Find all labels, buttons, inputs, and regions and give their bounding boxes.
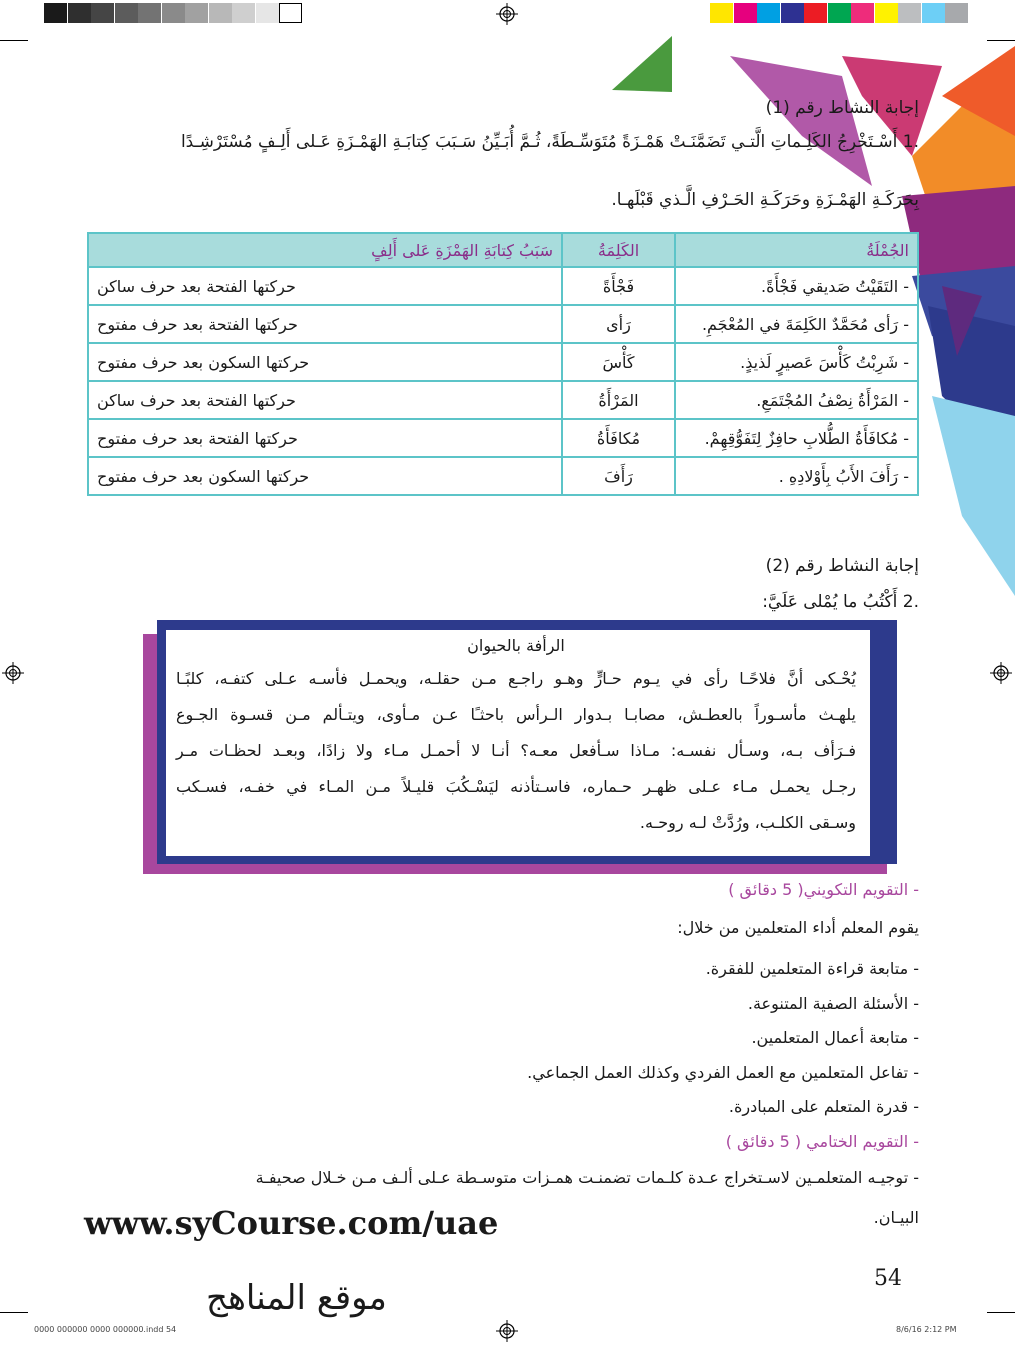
site-name-logo: موقع المناهج [206, 1278, 387, 1318]
table-row [88, 343, 918, 381]
header-sentence: الجُمْلَةُ [675, 233, 918, 267]
registration-mark-icon [2, 662, 24, 684]
color-swatch [734, 3, 757, 23]
formative-item: - تفاعل المتعلمين مع العمل الفردي وكذلك العمل الجماعي. [527, 1062, 919, 1082]
activity1-instruction-cont: بِحَرَكَـةِ الهَمْـزَةِ وحَرَكَـةِ الحَـرْفِ الَّـذي قَبْلَهـا. [611, 190, 919, 210]
reason-cell: حركتها الفتحة بعد حرف ساكن [88, 267, 562, 305]
word-cell: كَأْسَ [562, 343, 675, 381]
dictation-line: رجـل يحمـل مـاء عـلى ظهـر حـماره، فاسـتأذنه ليَسْـكُبَ قليـلاً مـن المـاء في خفـه، فسـكب [176, 777, 856, 796]
word-cell: فَجْأَةً [562, 267, 675, 305]
color-swatch [898, 3, 921, 23]
color-swatch [804, 3, 827, 23]
dictation-line: يُحْـكى أنَّ فلاحًـا رأى في يـوم حـارٍّ وهـو راجـع مـن حقلـه، ويحمـل فأسـه عـلى كتفـه، كلبًـا [176, 669, 856, 688]
closing-title: - التقويم الختامي ( 5 دقائق ) [725, 1132, 919, 1151]
gray-swatch [232, 3, 255, 23]
dictation-title: الرأفة بالحيوان [467, 636, 565, 655]
color-swatch [828, 3, 851, 23]
crop-mark [0, 1312, 28, 1313]
reason-cell: حركتها الفتحة بعد حرف مفتوح [88, 419, 562, 457]
reason-cell: حركتها السكون بعد حرف مفتوح [88, 457, 562, 495]
dictation-box [166, 630, 870, 856]
activity2-heading: إجابة النشاط رقم (2) [765, 556, 919, 576]
formative-list [527, 952, 919, 1125]
color-swatch [922, 3, 945, 23]
site-url-link[interactable]: www.syCourse.com/uae [84, 1204, 499, 1242]
gray-swatch [209, 3, 232, 23]
formative-item: - متابعة قراءة المتعلمين للفقرة. [705, 959, 919, 978]
table-header-row [88, 233, 918, 267]
page-number: 54 [874, 1266, 902, 1291]
activity1-heading: إجابة النشاط رقم (1) [765, 98, 919, 118]
reason-cell: حركتها الفتحة بعد حرف ساكن [88, 381, 562, 419]
table-row [88, 305, 918, 343]
registration-mark-icon [496, 1320, 518, 1342]
crop-mark [987, 1312, 1015, 1313]
formative-item: - الأسئلة الصفية المتنوعة. [747, 993, 919, 1013]
closing-line2: البيـان. [873, 1208, 919, 1227]
registration-mark-icon [990, 662, 1012, 684]
reason-cell: حركتها السكون بعد حرف مفتوح [88, 343, 562, 381]
crop-mark [0, 40, 28, 41]
color-swatch [781, 3, 804, 23]
gray-swatch [256, 3, 279, 23]
table-row [88, 267, 918, 305]
gray-swatch [162, 3, 185, 23]
dictation-text [176, 661, 856, 841]
formative-intro: يقوم المعلم أداء المتعلمين من خلال: [677, 918, 919, 937]
activity1-instruction: .1 أَسْـتَخْرِجُ الكَلِـماتِ الَّتـي تَضَمَّنَـتْ هَمْـزَةً مُتَوَسِّـطَةً، ثُـمَّ أُبَـيِّنُ سَـبَبَ كِتابَـةِ الهَمْـزَةِ عَـلى أَلِـفٍ مُسْتَرْشِـدًا [180, 132, 919, 152]
print-date-label: 8/6/16 2:12 PM [896, 1325, 957, 1334]
color-swatch [851, 3, 874, 23]
gray-swatch [185, 3, 208, 23]
answer-table [87, 232, 919, 496]
gray-swatch [279, 3, 302, 23]
gray-swatch [68, 3, 91, 23]
registration-mark-icon [496, 3, 518, 25]
header-word: الكَلِمَةُ [562, 233, 675, 267]
word-cell: مُكافَأَةُ [562, 419, 675, 457]
word-cell: رَأَفَ [562, 457, 675, 495]
word-cell: المَرْأَةُ [562, 381, 675, 419]
word-cell: رَأى [562, 305, 675, 343]
table-row [88, 381, 918, 419]
header-reason: سَبَبُ كِتابَةِ الهَمْزَةِ عَلى أَلِفٍ [88, 233, 562, 267]
table-row [88, 457, 918, 495]
color-swatch [757, 3, 780, 23]
color-swatch [875, 3, 898, 23]
gray-swatch [138, 3, 161, 23]
gray-swatch [44, 3, 67, 23]
reason-cell: حركتها الفتحة بعد حرف مفتوح [88, 305, 562, 343]
sentence-cell: - المَرْأَةُ نِصْفُ المُجْتَمَعِ. [675, 381, 918, 419]
formative-item: - متابعة أعمال المتعلمين. [751, 1028, 919, 1047]
color-swatch [710, 3, 733, 23]
dictation-line: وسـقى الكلـب، ورُدَّتْ لـه روحـه. [639, 813, 856, 832]
activity2-instruction: .2 أَكْتُبُ ما يُمْلى عَلَيَّ: [762, 592, 919, 612]
dictation-line: يلهـث مأسـوراً بالعطـش، مصابـا بـدوار الـرأس باحثـًا عـن مـأوى، ويتـألم مـن قسـوة الجـوع [176, 705, 856, 724]
gray-swatch [115, 3, 138, 23]
print-file-label: 0000 000000 0000 000000.indd 54 [34, 1325, 177, 1334]
sentence-cell: - رَأَفَ الأَبُ بِأَوْلادِهِ . [675, 457, 918, 495]
gray-swatch [91, 3, 114, 23]
formative-title: - التقويم التكويني( 5 دقائق ) [728, 880, 919, 899]
sentence-cell: - شَرِبْتُ كَأْسَ عَصيرٍ لَذيذٍ. [675, 343, 918, 381]
sentence-cell: - مُكافَأَةُ الطُّلابِ حافِزٌ لِتَفَوُّقِهِمْ. [675, 419, 918, 457]
formative-item: - قدرة المتعلم على المبادرة. [728, 1097, 919, 1116]
sentence-cell: - رَأى مُحَمَّدٌ الكَلِمَةَ في المُعْجَمِ. [675, 305, 918, 343]
dictation-line: فـرَأف بـه، وسـأل نفسـه: مـاذا سـأفعل معـه؟ أنـا لا أحمـل مـاء ولا زادًا، وبعـد لحظـات مـر [176, 741, 856, 760]
sentence-cell: - التَقَيْتُ صَديقي فَجْأَةً. [675, 267, 918, 305]
table-row [88, 419, 918, 457]
color-swatch [945, 3, 968, 23]
closing-line1: - توجيـه المتعلمـين لاسـتخراج عـدة كلـمات تضمنـت همـزات متوسـطة عـلى ألـف مـن خـلال صحيفـة [255, 1168, 919, 1187]
